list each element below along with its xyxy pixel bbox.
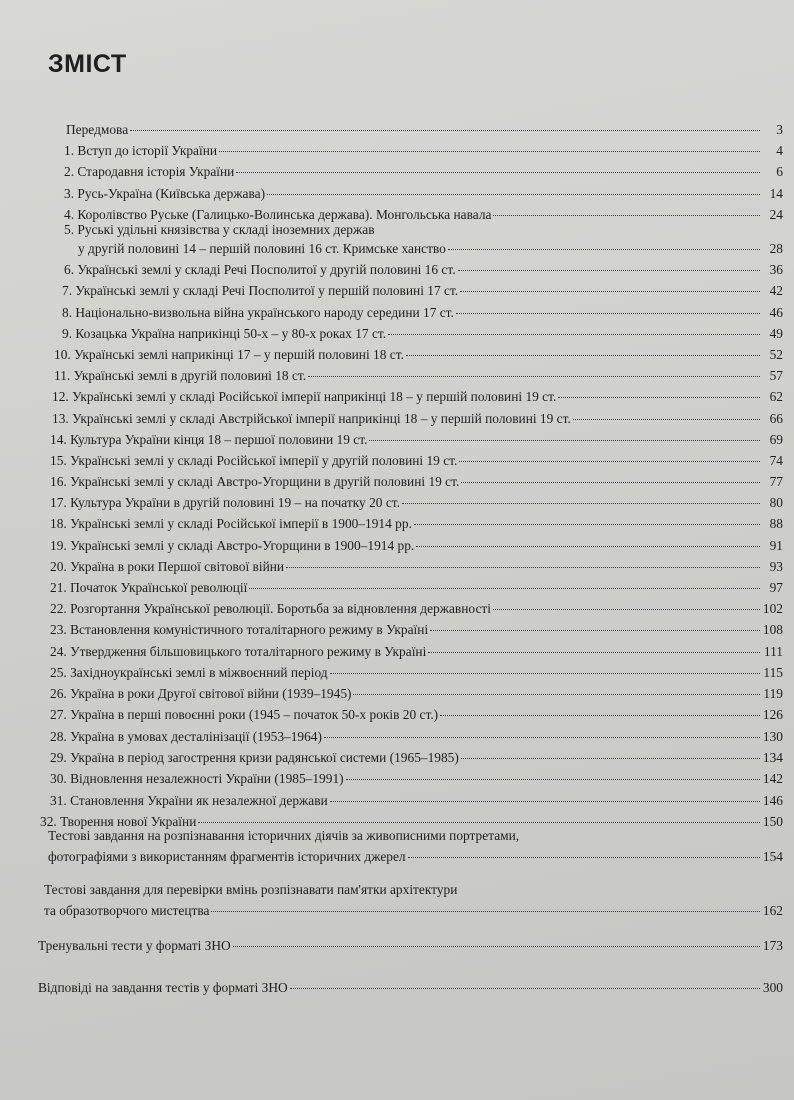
toc-entry-line <box>50 729 783 744</box>
toc-entry <box>50 495 783 510</box>
toc-entry-line <box>50 750 783 765</box>
page-number: 14 <box>769 186 783 201</box>
toc-entry-line <box>50 559 783 574</box>
toc-entry-line <box>50 686 783 701</box>
toc-entry-line <box>50 771 783 786</box>
toc-entry <box>50 771 783 786</box>
toc-entry <box>50 580 783 595</box>
toc-section-title: Тестові завдання для перевірки вмінь розпізнавати пам'ятки архітектури <box>44 882 458 897</box>
toc-entry-line <box>50 601 783 616</box>
toc-entry-line <box>52 389 783 404</box>
page-number: 97 <box>769 580 783 595</box>
toc-entry <box>64 207 783 222</box>
toc-section-line <box>44 882 783 897</box>
toc-entry-title: 4. Королівство Руське (Галицько-Волинська держава). Монгольська навала <box>64 207 492 222</box>
toc-section-entry <box>48 828 783 864</box>
toc-entry-line <box>64 262 783 277</box>
toc-entry-line <box>54 347 783 362</box>
toc-entry <box>50 686 783 701</box>
dot-leader <box>461 482 760 483</box>
page-number: 150 <box>762 814 783 829</box>
page-number: 93 <box>769 559 783 574</box>
toc-entry <box>50 516 783 531</box>
page-number: 115 <box>763 665 783 680</box>
page-number: 36 <box>769 262 783 277</box>
toc-entry <box>62 283 783 298</box>
toc-entry <box>50 622 783 637</box>
toc-section-entry <box>44 882 783 918</box>
toc-entry-line <box>50 665 783 680</box>
toc-entry-title: 6. Українські землі у складі Речі Посполитої у другій половині 16 ст. <box>64 262 456 277</box>
page-number: 130 <box>762 729 783 744</box>
dot-leader <box>388 334 760 335</box>
toc-entry <box>50 707 783 722</box>
dot-leader <box>493 609 760 610</box>
toc-entry-title: 13. Українські землі у складі Австрійської імперії наприкінці 18 – у першій половині 19 ст. <box>52 411 571 426</box>
toc-entry <box>64 143 783 158</box>
toc-entry-title: 26. Україна в роки Другої світової війни (1939–1945) <box>50 686 352 701</box>
page-number: 74 <box>769 453 783 468</box>
toc-entry-line <box>50 580 783 595</box>
toc-section-line <box>38 980 783 995</box>
toc-entry-title: 25. Західноукраїнські землі в міжвоєнний період <box>50 665 328 680</box>
dot-leader <box>414 524 760 525</box>
toc-entry-line <box>50 793 783 808</box>
page-number: 69 <box>769 432 783 447</box>
toc-entry <box>64 164 783 179</box>
toc-entry-title: 14. Культура України кінця 18 – першої половини 19 ст. <box>50 432 368 447</box>
dot-leader <box>459 461 760 462</box>
dot-leader <box>286 567 760 568</box>
dot-leader <box>346 779 760 780</box>
dot-leader <box>236 172 760 173</box>
toc-entry-line <box>62 305 783 320</box>
toc-entry-line <box>66 122 783 137</box>
dot-leader <box>408 857 760 858</box>
dot-leader <box>290 988 760 989</box>
toc-entry <box>50 793 783 808</box>
toc-section-title: Тренувальні тести у форматі ЗНО <box>38 938 231 953</box>
dot-leader <box>440 715 760 716</box>
page-number: 146 <box>762 793 783 808</box>
toc-entry-title: 23. Встановлення комуністичного тоталітарного режиму в Україні <box>50 622 429 637</box>
toc-entry <box>50 750 783 765</box>
toc-entry-title: 2. Стародавня історія України <box>64 164 235 179</box>
toc-entry-title: 1. Вступ до історії України <box>64 143 218 158</box>
page-number: 77 <box>769 474 783 489</box>
toc-entry-title: 28. Україна в умовах десталінізації (1953–1964) <box>50 729 322 744</box>
toc-section-entry <box>38 980 783 995</box>
dot-leader <box>324 737 760 738</box>
toc-entry-line <box>50 622 783 637</box>
page-number: 91 <box>769 538 783 553</box>
page-number: 154 <box>762 849 783 864</box>
page-number: 126 <box>762 707 783 722</box>
dot-leader <box>558 397 760 398</box>
page-number: 28 <box>769 241 783 256</box>
page-number: 142 <box>762 771 783 786</box>
toc-entry <box>62 305 783 320</box>
toc-entry-title: 7. Українські землі у складі Речі Посполитої у першій половині 17 ст. <box>62 283 459 298</box>
dot-leader <box>458 270 760 271</box>
page-title: ЗМІСТ <box>48 50 127 78</box>
page-number: 6 <box>776 164 783 179</box>
dot-leader <box>267 194 760 195</box>
toc-section-line <box>38 938 783 953</box>
page-number: 46 <box>769 305 783 320</box>
dot-leader <box>198 822 760 823</box>
toc-entry <box>50 601 783 616</box>
toc-entry-title: 15. Українські землі у складі Російської імперії у другій половині 19 ст. <box>50 453 458 468</box>
dot-leader <box>493 215 760 216</box>
toc-entry <box>50 644 783 659</box>
toc-entry <box>40 814 783 829</box>
toc-section-line <box>44 903 783 918</box>
toc-entry-title: 30. Відновлення незалежності України (1985–1991) <box>50 771 344 786</box>
toc-entry <box>50 665 783 680</box>
page-number: 57 <box>769 368 783 383</box>
toc-section-line <box>48 849 783 864</box>
page-number: 3 <box>776 122 783 137</box>
page-number: 108 <box>762 622 783 637</box>
dot-leader <box>428 652 760 653</box>
dot-leader <box>456 313 760 314</box>
toc-entry <box>50 432 783 447</box>
page-number: 52 <box>769 347 783 362</box>
dot-leader <box>573 419 760 420</box>
dot-leader <box>330 673 760 674</box>
page-number: 66 <box>769 411 783 426</box>
toc-entry-title: 19. Українські землі у складі Австро-Угорщини в 1900–1914 рр. <box>50 538 415 553</box>
toc-entry-title: 27. Україна в перші повоєнні роки (1945 – початок 50-х років 20 ст.) <box>50 707 439 722</box>
toc-entry-title: 11. Українські землі в другій половині 18 ст. <box>54 368 307 383</box>
toc-entry-title: 32. Творення нової України <box>40 814 197 829</box>
toc-entry-continuation: у другій половині 14 – першій половині 16 ст. Кримське ханство <box>78 241 446 256</box>
page-number: 111 <box>763 644 783 659</box>
dot-leader <box>308 376 760 377</box>
page-number: 42 <box>769 283 783 298</box>
toc-section-entry <box>38 938 783 953</box>
dot-leader <box>460 291 760 292</box>
toc-entry-line <box>64 207 783 222</box>
page-number: 134 <box>762 750 783 765</box>
toc-entry-line <box>50 474 783 489</box>
page-number: 300 <box>762 980 783 995</box>
toc-entry-line <box>50 453 783 468</box>
toc-entry-title: 20. Україна в роки Першої світової війни <box>50 559 285 574</box>
toc-entry-title: 5. Руські удільні князівства у складі іноземних держав <box>64 222 375 237</box>
dot-leader <box>461 758 760 759</box>
toc-entry-line <box>64 241 783 256</box>
page-number: 80 <box>769 495 783 510</box>
toc-entry <box>52 389 783 404</box>
dot-leader <box>430 630 760 631</box>
dot-leader <box>402 503 760 504</box>
toc-entry-title: 9. Козацька Україна наприкінці 50-х – у 80-х роках 17 ст. <box>62 326 387 341</box>
page-number: 119 <box>763 686 783 701</box>
toc-entry-line <box>50 538 783 553</box>
dot-leader <box>249 588 760 589</box>
dot-leader <box>416 546 760 547</box>
toc-entry-line <box>50 516 783 531</box>
toc-entry <box>50 474 783 489</box>
dot-leader <box>211 911 759 912</box>
toc-entry-title: 21. Початок Української революції <box>50 580 248 595</box>
toc-entry <box>54 368 783 383</box>
toc-entry-title: 24. Утвердження більшовицького тоталітарного режиму в Україні <box>50 644 427 659</box>
toc-entry-title: 10. Українські землі наприкінці 17 – у першій половині 18 ст. <box>54 347 404 362</box>
dot-leader <box>330 801 760 802</box>
toc-entry <box>50 559 783 574</box>
toc-entry-title: 8. Національно-визвольна війна українського народу середини 17 ст. <box>62 305 454 320</box>
toc-entry <box>64 222 783 256</box>
toc-entry-title: Передмова <box>66 122 129 137</box>
toc-section-title: Відповіді на завдання тестів у форматі ЗНО <box>38 980 288 995</box>
toc-entry-title: 16. Українські землі у складі Австро-Угорщини в другій половині 19 ст. <box>50 474 460 489</box>
toc-entry-line <box>64 186 783 201</box>
toc-section-title-cont: та образотворчого мистецтва <box>44 903 210 918</box>
page-number: 88 <box>769 516 783 531</box>
toc-entry-line <box>62 283 783 298</box>
dot-leader <box>130 130 760 131</box>
toc-entry-line <box>50 432 783 447</box>
toc-entry <box>64 186 783 201</box>
toc-entry <box>50 453 783 468</box>
page-number: 49 <box>769 326 783 341</box>
toc-entry-title: 18. Українські землі у складі Російської імперії в 1900–1914 рр. <box>50 516 412 531</box>
toc-section-title: Тестові завдання на розпізнавання історичних діячів за живописними портретами, <box>48 828 520 843</box>
toc-entry <box>50 538 783 553</box>
toc-entry-line <box>64 164 783 179</box>
toc-entry-title: 17. Культура України в другій половині 19 – на початку 20 ст. <box>50 495 400 510</box>
toc-entry <box>52 411 783 426</box>
toc-entry-line <box>40 814 783 829</box>
toc-entry <box>66 122 783 137</box>
toc-entry-line <box>64 222 783 237</box>
page-number: 102 <box>762 601 783 616</box>
toc-section-title-cont: фотографіями з використанням фрагментів історичних джерел <box>48 849 406 864</box>
toc-entry-line <box>64 143 783 158</box>
toc-entry-line <box>62 326 783 341</box>
page-number: 173 <box>762 938 783 953</box>
dot-leader <box>353 694 760 695</box>
toc-section-line <box>48 828 783 843</box>
page-number: 62 <box>769 389 783 404</box>
dot-leader <box>233 946 760 947</box>
dot-leader <box>406 355 760 356</box>
toc-entry <box>50 729 783 744</box>
dot-leader <box>448 249 760 250</box>
toc-entry-line <box>50 707 783 722</box>
toc-entry <box>54 347 783 362</box>
toc-entry-title: 22. Розгортання Української революції. Боротьба за відновлення державності <box>50 601 491 616</box>
dot-leader <box>369 440 760 441</box>
toc-entry-line <box>50 495 783 510</box>
toc-entry-title: 29. Україна в період загострення кризи радянської системи (1965–1985) <box>50 750 459 765</box>
page-number: 162 <box>762 903 783 918</box>
page-number: 24 <box>769 207 783 222</box>
dot-leader <box>219 151 760 152</box>
toc-entry-line <box>50 644 783 659</box>
toc-entry <box>64 262 783 277</box>
toc-entry-title: 3. Русь-Україна (Київська держава) <box>64 186 266 201</box>
toc-entry-line <box>54 368 783 383</box>
toc-entry-title: 12. Українські землі у складі Російської імперії наприкінці 18 – у першій половині 19 ст. <box>52 389 557 404</box>
page-number: 4 <box>776 143 783 158</box>
toc-entry-title: 31. Становлення України як незалежної держави <box>50 793 328 808</box>
toc-entry-line <box>52 411 783 426</box>
toc-entry <box>62 326 783 341</box>
